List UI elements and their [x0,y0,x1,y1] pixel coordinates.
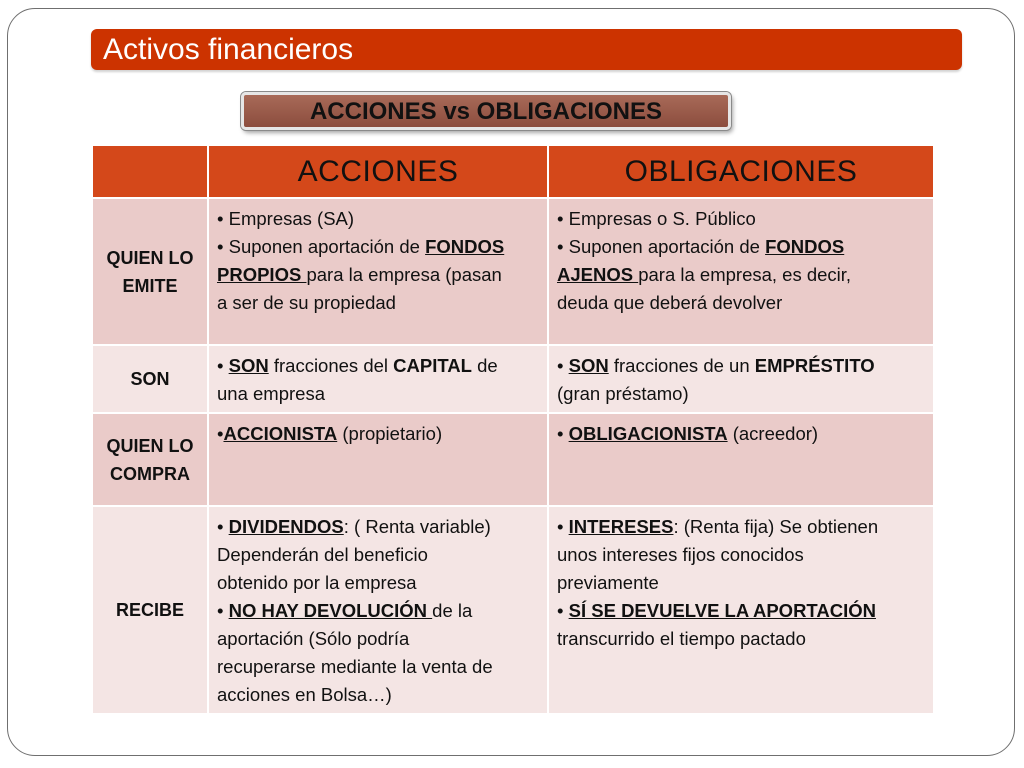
text-run: fracciones de un [608,355,755,376]
text-line: previamente [557,572,659,593]
cell-obligaciones-son [548,345,934,413]
header-corner-cell [92,145,208,198]
text-run-bold: CAPITAL [393,355,472,376]
table-row [92,345,934,413]
cell-obligaciones-compra [548,413,934,506]
table-row [92,198,934,345]
text-line [217,261,539,289]
text-line [557,597,925,625]
text-line: Dependerán del beneficio [217,544,428,565]
text-line [557,352,925,380]
text-run: para la empresa (pasan [306,264,502,285]
text-run: fracciones del [268,355,394,376]
row-label-compra: QUIEN LO COMPRA [92,413,208,506]
text-line [217,233,539,261]
cell-obligaciones-recibe [548,506,934,714]
text-run: : ( Renta variable) [343,516,491,537]
header-obligaciones: OBLIGACIONES [548,145,934,198]
cell-acciones-son [208,345,548,413]
text-run: • Suponen aportación de [557,236,766,257]
table-row [92,413,934,506]
text-line [557,261,925,289]
text-line: • Empresas (SA) [217,208,355,229]
text-line: acciones en Bolsa…) [217,684,392,705]
text-line: aportación (Sólo podría [217,628,410,649]
text-line: deuda que deberá devolver [557,292,783,313]
text-run: • [217,516,229,537]
text-line: una empresa [217,383,325,404]
text-line [217,513,539,541]
text-run: • [557,516,569,537]
text-run-bold: AJENOS [557,264,639,285]
text-run-bold: SON [568,355,609,376]
table-row [92,506,934,714]
text-run-bold: INTERESES [568,516,674,537]
cell-obligaciones-emite [548,198,934,345]
text-line: recuperarse mediante la venta de [217,656,493,677]
text-run-bold: PROPIOS [217,264,307,285]
text-line: transcurrido el tiempo pactado [557,628,806,649]
row-label-emite: QUIEN LO EMITE [92,198,208,345]
text-run-bold: OBLIGACIONISTA [568,423,728,444]
text-run: • [557,423,569,444]
cell-acciones-compra [208,413,548,506]
header-row [92,145,934,198]
text-run: de la [432,600,473,621]
text-run: • [557,600,569,621]
header-acciones: ACCIONES [208,145,548,198]
text-line: a ser de su propiedad [217,292,396,313]
text-run-bold: DIVIDENDOS [228,516,344,537]
text-line [217,352,539,380]
text-run: • [217,355,229,376]
text-run-bold: EMPRÉSTITO [754,355,875,376]
text-line [217,420,539,448]
text-run: para la empresa, es decir, [638,264,852,285]
text-run: (propietario) [337,423,443,444]
text-run: de [471,355,498,376]
cell-acciones-recibe [208,506,548,714]
text-line: obtenido por la empresa [217,572,417,593]
slide-title: Activos financieros [91,29,962,70]
text-run: (acreedor) [727,423,819,444]
text-run: • Suponen aportación de [217,236,426,257]
text-run-bold: NO HAY DEVOLUCIÓN [228,600,433,621]
text-line [557,233,925,261]
text-run-bold: FONDOS [765,236,845,257]
row-label-son: SON [92,345,208,413]
row-label-recibe: RECIBE [92,506,208,714]
text-run: • [557,355,569,376]
comparison-table [91,144,935,715]
text-line [217,597,539,625]
text-line [557,420,925,448]
text-run: • [217,600,229,621]
text-run-bold: SÍ SE DEVUELVE LA APORTACIÓN [568,600,876,621]
cell-acciones-emite [208,198,548,345]
text-run: • [217,423,224,444]
text-run-bold: SON [228,355,269,376]
text-line: unos intereses fijos conocidos [557,544,804,565]
text-line [557,513,925,541]
text-line: • Empresas o S. Público [557,208,756,229]
text-run-bold: FONDOS [425,236,505,257]
text-line: (gran préstamo) [557,383,689,404]
subtitle-banner: ACCIONES vs OBLIGACIONES [241,92,731,130]
text-run-bold: ACCIONISTA [223,423,338,444]
text-run: : (Renta fija) Se obtienen [673,516,879,537]
